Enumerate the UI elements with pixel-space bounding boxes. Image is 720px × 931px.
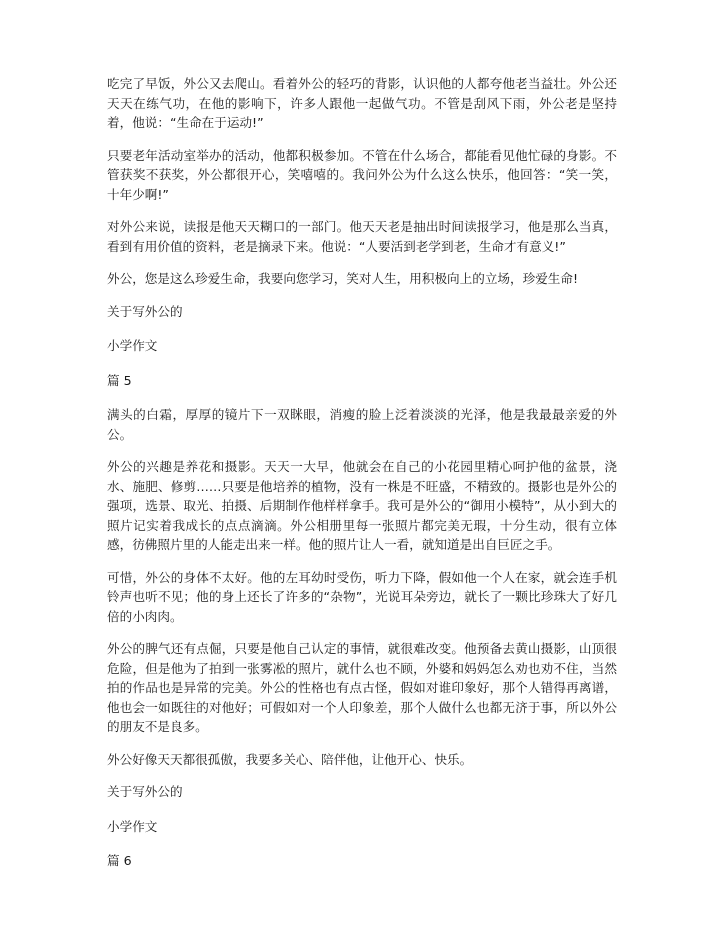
section-number: 篇 5 (107, 372, 132, 388)
section-subheading: 小学作文 (107, 338, 158, 353)
paragraph: 只要老年活动室举办的活动，他都积极参加。不管在什么场合，都能看见他忙碌的身影。不管获奖不获奖，外公都很开心，笑嘻嘻的。我问外公为什么这么快乐，他回答：“笑一笑，十年少啊!” (107, 147, 617, 202)
document-body (107, 74, 617, 886)
section-heading: 关于写外公的 (107, 784, 183, 799)
section-number: 篇 6 (107, 853, 132, 868)
section-subheading: 小学作文 (107, 818, 158, 834)
paragraph: 外公，您是这么珍爱生命，我要向您学习，笑对人生，用积极向上的立场，珍爱生命! (107, 271, 579, 286)
section-heading: 关于写外公的 (107, 303, 183, 319)
paragraph: 外公好像天天都很孤傲，我要多关心、陪伴他，让他开心、快乐。 (107, 751, 473, 767)
paragraph: 可惜，外公的身体不太好。他的左耳幼时受伤，听力下降，假如他一个人在家，就会连手机铃声也听不见；他的身上还长了许多的“杂物”，光说耳朵旁边，就长了一颗比珍珠大了好几倍的小肉肉。 (107, 569, 617, 624)
paragraph: 吃完了早饭，外公又去爬山。看着外公的轻巧的背影，认识他的人都夸他老当益壮。外公还天天在练气功，在他的影响下，许多人跟他一起做气功。不管是刮风下雨，外公老是坚持着，他说：“生命在于运动!” (107, 76, 617, 130)
paragraph: 满头的白霜，厚厚的镜片下一双眯眼，消瘦的脸上泛着淡淡的光泽，他是我最最亲爱的外公。 (107, 407, 617, 442)
paragraph: 外公的兴趣是养花和摄影。天天一大早，他就会在自己的小花园里精心呵护他的盆景，浇水、施肥、修剪……只要是他培养的植物，没有一株是不旺盛，不精致的。摄影也是外公的强项，选景、取光、拍摄、后期制作他样样拿手。我可是外公的“御用小模特”，从小到大的照片记实着我成长的点点滴滴。外公相册里每一张照片都完美无瑕，十分生动，很有立体感，彷佛照片里的人能走出来一样。他的照片让人一看，就知道是出自巨匠之手。 (107, 459, 617, 552)
paragraph: 外公的脾气还有点倔，只要是他自己认定的事情，就很难改变。他预备去黄山摄影，山顶很危险，但是他为了拍到一张雾凇的照片，就什么也不顾，外婆和妈妈怎么劝也劝不住，当然拍的作品也是异常的完美。外公的性格也有点古怪，假如对谁印象好，那个人错得再离谱，他也会一如既往的对他好；可假如对一个人印象差，那个人做什么也都无济于事，所以外公的朋友不是良多。 (107, 641, 617, 734)
paragraph: 对外公来说，读报是他天天糊口的一部门。他天天老是抽出时间读报学习，他是那么当真，看到有用价值的资料，老是摘录下来。他说：“人要活到老学到老，生命才有意义!” (107, 219, 617, 254)
